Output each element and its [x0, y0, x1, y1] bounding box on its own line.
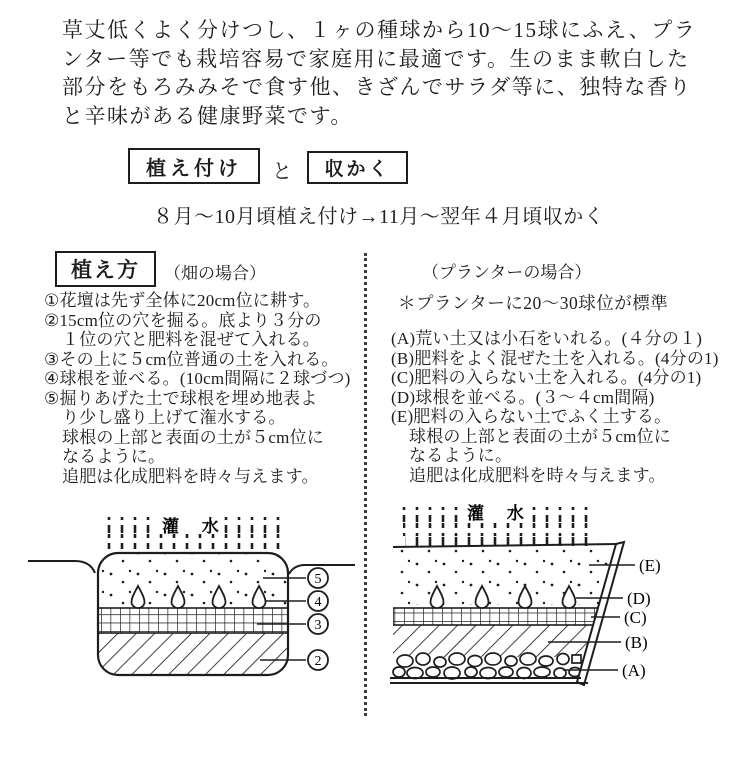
- field-steps-list: [44, 291, 351, 486]
- callout-labels: [622, 556, 661, 680]
- intro-line: 草丈低くよく分けつし、１ヶの種球から10～15球にふえ、プラ: [62, 18, 697, 42]
- irrigation-label: 灌 水: [467, 504, 524, 523]
- step-line: (C)肥料の入らない土を入れる。(4分の1): [391, 368, 702, 387]
- planter-capacity-note: ＊プランターに20～30球位が標準: [398, 293, 669, 313]
- planting-harvest-timeline: ８月～10月頃植え付け→11月～翌年４月頃収かく: [153, 206, 605, 228]
- planter-diagram: [385, 495, 730, 695]
- intro-line: 部分をもろみみそで食す他、きざんでサラダ等に、独特な香り: [62, 75, 692, 99]
- step-line: なるように。: [409, 446, 513, 465]
- step-line: １位の穴と肥料を混ぜて入れる。: [62, 330, 320, 349]
- step-line: 追肥は化成肥料を時々与えます。: [62, 466, 319, 486]
- layer-label: (B): [625, 633, 648, 652]
- planter-steps-list: [391, 329, 719, 485]
- heading-connector-text: と: [272, 161, 292, 183]
- step-line: ①花壇は先ず全体に20cm位に耕す。: [44, 291, 321, 310]
- column-divider: [364, 253, 367, 716]
- step-line: ③その上に５cm位普通の土を入れる。: [44, 349, 339, 369]
- field-subtitle: （畑の場合）: [164, 264, 266, 283]
- step-line: 球根の上部と表面の土が５cm位に: [409, 426, 671, 446]
- plain-soil-layer: [393, 608, 598, 625]
- step-line: ②15cm位の穴を掘る。底より３分の: [44, 310, 322, 330]
- circled-number-label: 4: [314, 595, 322, 610]
- intro-line: と辛味がある健康野菜です。: [62, 103, 353, 128]
- irrigation-label: 灌 水: [162, 517, 219, 536]
- circled-number-label: 5: [314, 572, 322, 587]
- intro-paragraph: [62, 16, 696, 130]
- callout-labels: [308, 568, 328, 670]
- ordinary-soil-layer: [98, 608, 288, 633]
- layer-label: (E): [639, 556, 661, 575]
- planter-subtitle: （プランターの場合）: [422, 263, 592, 282]
- ground-line-left: [28, 561, 95, 573]
- cover-soil-layer: [393, 545, 617, 605]
- planting-heading-box: 植え付け: [128, 148, 260, 184]
- step-line: 球根の上部と表面の土が５cm位に: [62, 427, 324, 447]
- circled-number-label: 2: [314, 654, 322, 669]
- step-line: (A)荒い土又は小石をいれる。(４分の１): [391, 329, 703, 348]
- layer-label: (A): [622, 661, 646, 680]
- method-heading-box: 植え方: [55, 251, 156, 287]
- circled-number-label: 3: [314, 618, 322, 633]
- step-line: なるように。: [62, 447, 166, 466]
- harvest-heading-box: 収かく: [307, 151, 408, 184]
- layer-label: (C): [624, 608, 647, 627]
- fertilized-soil-layer: [98, 633, 288, 675]
- step-line: (D)球根を並べる。(３～４cm間隔): [391, 387, 655, 407]
- planter-bottom: [390, 678, 588, 683]
- step-line: ⑤掘りあげた土で球根を埋め地表よ: [44, 388, 318, 408]
- step-line: 追肥は化成肥料を時々与えます。: [409, 465, 666, 485]
- step-line: り少し盛り上げて潅水する。: [62, 408, 286, 427]
- step-line: ④球根を並べる。(10cm間隔に２球づつ): [44, 369, 351, 388]
- intro-line: ンター等でも栽培容易で家庭用に最適です。生のまま軟白した: [62, 46, 690, 71]
- step-line: (B)肥料をよく混ぜた土を入れる。(4分の1): [391, 348, 719, 368]
- step-line: (E)肥料の入らない土でふく土する。: [391, 407, 672, 426]
- layer-label: (D): [627, 589, 651, 608]
- field-bed-diagram: [25, 505, 355, 690]
